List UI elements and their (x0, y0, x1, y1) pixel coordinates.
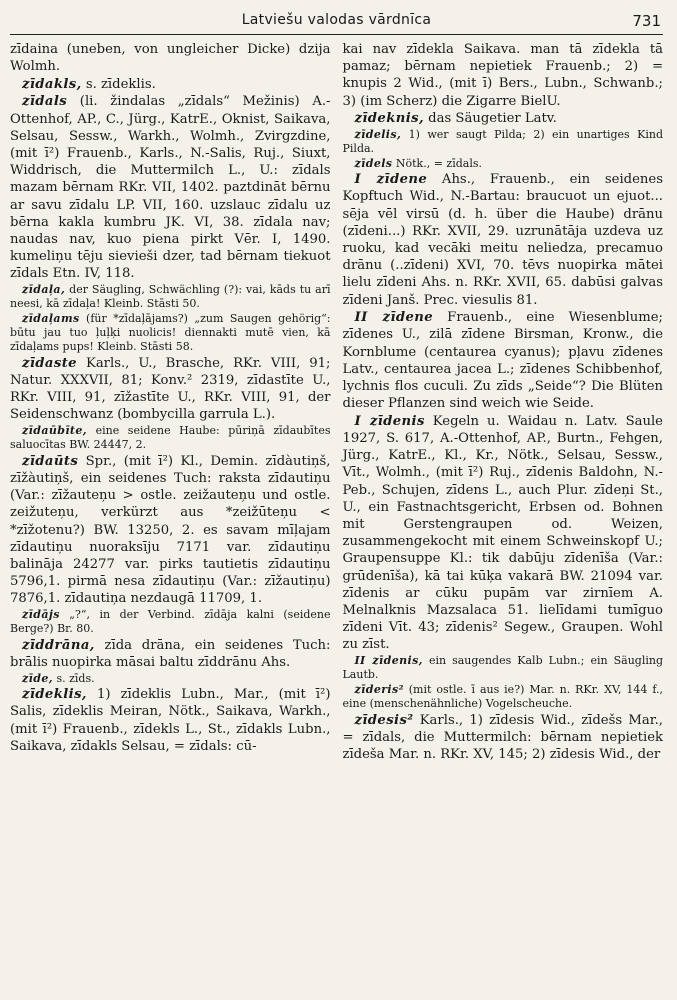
page-header (10, 8, 663, 34)
dictionary-entry (10, 637, 331, 671)
entry-text: das Säugetier Latv. (423, 111, 557, 127)
header-rule (10, 34, 663, 35)
entry-text: (li. žindalas „zīdals“ Mežinis) A.-Ottenhof, AP., C., Jürg., KatrE., Oknist, Saikava, Selsau, Sessw., Warkh., Wolmh., Zvirgzdine, (mit ī²) Frauenb., Karls., N.-Salis, Ruj., Siuxt, Widdrisch, die Muttermilch L., U.: zīdals mazam bērnam RKr. VII, 1402. paztdināt bērnu ar savu zīdalu LP. VII, 160. uzslauc zīdalu uz bērna kakla kumbru JK. VI, 38. zīdala nav; naudas nav, kuo piena pirkt Vēr. I, 1490. kumeliņu tēju sievieši dzer, tad bērnam tiekuot zīdals Etn. IV, 118. (10, 94, 331, 282)
dictionary-entry (10, 76, 331, 93)
entry-headword: zīdelis, (354, 127, 402, 141)
entry-headword: zīdaļams (22, 311, 80, 325)
entry-text: s. zīds. (52, 671, 95, 685)
entry-headword: zīdeklis, (22, 687, 87, 703)
entry-headword: zīdels (354, 156, 393, 170)
entry-headword: II zīdene (354, 310, 434, 326)
entry-text: zīda drāna, ein seidenes Tuch: brālis nuopirka māsai baltu zīddrānu Ahs. (10, 637, 331, 671)
dictionary-entry (10, 312, 331, 355)
entry-text: Spr., (mit ī²) Kl., Demin. zīdàutiņš, zīžàutiņš, ein seidenes Tuch: raksta zīdautiņu (Var.: zīžauteņu > ostle. zeižauteņu und ostle. zeižuteņu, verkürzt aus *zeižūteņu < *zīžotenu?) BW. 13250, 2. es savam mīļajam zīdautiņu nuoraksīju 7171 var. zīdautiņu balināja 24277 var. pirks tautietis zīdautiņu 5796,1. pirmā nesa zīdautiņu (Var.: zīžautiņu) 7876,1. zīdautiņa nezdaugā 11709, 1. (10, 453, 331, 607)
entry-text: eine seidene Haube: pūriņā zīdaubītes saluocītas BW. 24447, 2. (10, 424, 331, 452)
entry-text: (mit ostle. ī aus ie?) Mar. n. RKr. XV, 144 f., eine (menschenähnliche) Vogelscheuche. (342, 682, 663, 711)
dictionary-entry (10, 453, 331, 608)
dictionary-entry (10, 672, 331, 686)
entry-headword: zīderis² (354, 682, 404, 696)
dictionary-entry (343, 157, 664, 171)
entry-text: Kegeln u. Waidau n. Latv. Saule 1927, S. 617, A.-Ottenhof, AP., Burtn., Fehgen, Jürg., KatrE., Kl., Kr., Nötk., Selsau, Sessw., Vīt., Wolmh., (mit ī²) Ruj., zīdenis Baldohn, N.-Peb., Schujen, zīdens L., auch Plur. zīdeņi St., U., ein Fastnachtsgericht, Erbsen od. Bohnen mit Gerstengraupen od. Weizen, zusammengekocht mit einem Schweinskopf U.; Graupensuppe Kl.: tik dabūju zīdenīša (Var.: grūdenīša), kā tai kūķa vakarā BW. 21094 var. zīdenis ar cūku pupām var zirnīem A. Melnalknis Mazsalaca 51. lielīdami tumīguo zīdeni Vīt. 43; zīdenis² Segew., Graupen. Wohl zu zīst. (342, 413, 663, 653)
entry-headword: zīde, (22, 671, 53, 685)
entry-headword: zīdakls, (22, 76, 82, 92)
dictionary-entry (343, 654, 664, 682)
entry-headword: II zīdenis, (354, 654, 423, 668)
dictionary-entry (343, 128, 664, 156)
entry-text: Frauenb., eine Wiesenblume; zīdenes U., zilā zīdene Birsman, Kronw., die Kornblume (centaurea cyanus); pļavu zīdenes Latv., centaurea jacea L.; zīdenes Schibbenhof, lychnis flos cuculi. Zu zīds „Seide“? Die Blüten dieser Pflanzen sind weich wie Seide. (342, 310, 663, 412)
dictionary-entry (10, 355, 331, 424)
entry-text: „?“, in der Verbind. zīdāja kalni (seidene Berge?) Br. 80. (10, 608, 331, 636)
entry-text: der Säugling, Schwächling (?): vai, kāds tu arī neesi, kā zīdaļa! Kleinb. Stāsti 50. (10, 283, 331, 311)
dictionary-entry (343, 413, 664, 654)
entry-headword: I zīdenis (354, 413, 425, 429)
entry-text: kai nav zīdekla Saikava. man tā zīdekla tā pamaz; bērnam nepietiek Frauenb.; 2) = knupis 2 Wid., (mit ī) Bers., Lubn., Schwanb.; 3) (im Scherz) die Zigarre BielU. (342, 42, 663, 109)
entry-text: zīdaina (uneben, von ungleicher Dicke) dzija Wolmh. (10, 42, 331, 75)
entry-headword: zīdājs (22, 608, 60, 622)
dictionary-entry (343, 309, 664, 412)
entry-text: 1) zīdeklis Lubn., Mar., (mit ī²) Salis, zīdeklis Meiran, Nötk., Saikava, Warkh., (mit ī²) Frauenb., zīdekls L., St., zīdakls Lubn., Saikava, zīdakls Selsau, = zīdals: cū- (10, 687, 331, 754)
dictionary-entry (343, 110, 664, 127)
entry-text: Ahs., Frauenb., ein seidenes Kopftuch Wid., N.-Bartau: braucuot un ejuot... sēja vēl virsū (d. h. über die Haube) drānu (zīdeni...) RKr. XVII, 29. uzrunātāja uzdeva uz ruoku, kad vecāki meitu neliedza, precamuo drānu (..zīdeni) XVI, 70. tēvs nuopirka mātei lielu zīdeni Ahs. n. RKr. XVII, 65. dabūsi galvas zīdeni Janš. Prec. viesulis 81. (342, 172, 663, 308)
entry-text: Karls., U., Brasche, RKr. VIII, 91; Natur. XXXVII, 81; Konv.² 2319, zīdastīte U., RKr. VIII, 91, zīžastīte U., RKr. VIII, 91, der Seidenschwanz (bombycilla garrula L.). (10, 355, 331, 423)
text-columns (10, 41, 663, 764)
dictionary-entry (10, 283, 331, 311)
dictionary-entry (10, 41, 331, 75)
entry-text: ein saugendes Kalb Lubn.; ein Säugling Lautb. (342, 654, 663, 682)
entry-text: Nötk., = zīdals. (392, 156, 482, 170)
entry-headword: zīddrāna, (22, 637, 95, 653)
dictionary-entry (343, 171, 664, 309)
entry-headword: zīdaste (22, 355, 77, 371)
right-column (343, 41, 664, 764)
entry-headword: zīdaļa, (22, 283, 66, 297)
dictionary-entry (343, 712, 664, 764)
entry-text: s. zīdeklis. (81, 76, 156, 92)
dictionary-entry (10, 424, 331, 452)
entry-headword: I zīdene (354, 172, 428, 188)
entry-headword: zīdesis² (354, 712, 414, 728)
entry-text: (für *zīdaļājams?) „zum Saugen gehörig“: būtu jau tuo ļuļķi nuolicis! diennakti mutē vien, kā zīdaļams pups! Kleinb. Stāsti 58. (10, 311, 331, 354)
entry-headword: zīdaūbīte, (22, 424, 88, 438)
left-column (10, 41, 331, 764)
entry-headword: zīdaūts (22, 453, 79, 469)
entry-text: 1) wer saugt Pilda; 2) ein unartiges Kind Pilda. (342, 127, 663, 155)
dictionary-entry (343, 683, 664, 711)
dictionary-entry (10, 93, 331, 282)
entry-headword: zīdeknis, (354, 111, 424, 127)
running-head: Latviešu valodas vārdnīca (241, 12, 432, 28)
entry-text: Karls., 1) zīdesis Wid., zīdešs Mar., = zīdals, die Muttermilch: bērnam nepietiek zīdeša Mar. n. RKr. XV, 145; 2) zīdesis Wid., der (342, 712, 663, 763)
page-number: 731 (632, 12, 661, 30)
dictionary-entry (343, 41, 664, 110)
entry-headword: zīdals (22, 94, 68, 110)
dictionary-entry (10, 608, 331, 636)
dictionary-entry (10, 686, 331, 755)
